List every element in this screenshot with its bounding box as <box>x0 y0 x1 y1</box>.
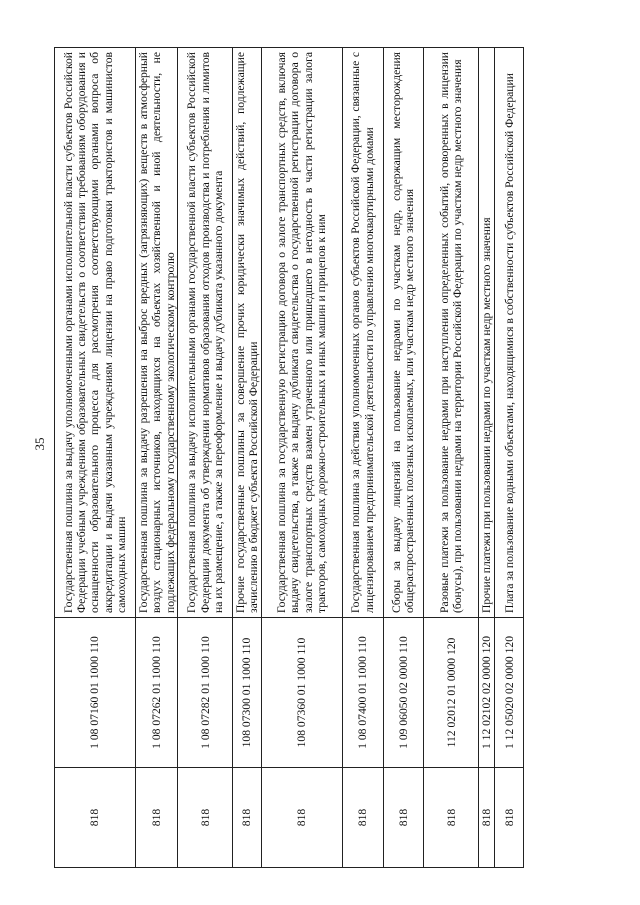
admin-code-cell: 818 <box>424 768 479 868</box>
description-cell: Государственная пошлина за выдачу уполномоченными органами исполнительной власти субъектов Российской Федерации учебным учреждениям образовательных свидетельств о соответствии требованиям оборудования и оснащенности образовательного процесса для рассмотрения соответствующими органами вопроса об аккредитации и выдачи указанным учреждениям лицензии на право подготовки трактористов и машинистов самоходных машин <box>55 48 136 618</box>
classification-code-cell: 1 08 07262 01 1000 110 <box>136 618 178 768</box>
classification-code-cell: 112 02012 01 0000 120 <box>424 618 479 768</box>
table-row <box>495 48 524 868</box>
classification-code-cell: 1 08 07160 01 1000 110 <box>55 618 136 768</box>
page-number: 35 <box>32 437 47 451</box>
admin-code-cell: 818 <box>383 768 424 868</box>
classification-code-cell: 1 12 05020 02 0000 120 <box>495 618 524 768</box>
description-cell: Государственная пошлина за государственную регистрацию договора о залоге транспортных средств, включая выдачу свидетельства, а также за выдачу дубликата свидетельства о государственной регистрации договора о залоге транспортных средств взамен утраченного или пришедшего в негодность в части регистрации залога тракторов, самоходных дорожно-строительных и иных машин и прицепов к ним <box>261 48 342 618</box>
admin-code-cell: 818 <box>479 768 495 868</box>
description-cell: Государственная пошлина за выдачу исполнительными органами государственной власти субъектов Российской Федерации документа об утверждении нормативов образования отходов производства и потребления и лимитов на их размещение, а также за переоформление и выдачу дубликата указанного документа <box>178 48 233 618</box>
description-cell: Сборы за выдачу лицензий на пользование недрами по участкам недр, содержащим месторождения общераспространенных полезных ископаемых, или участкам недр местного значения <box>383 48 424 618</box>
classification-code-cell: 108 07360 01 1000 110 <box>261 618 342 768</box>
budget-revenue-table <box>54 47 524 868</box>
classification-code-cell: 1 08 07282 01 1000 110 <box>178 618 233 768</box>
table-row <box>261 48 342 868</box>
table-row <box>479 48 495 868</box>
table-row <box>55 48 136 868</box>
table-row <box>136 48 178 868</box>
table-row <box>233 48 261 868</box>
admin-code-cell: 818 <box>261 768 342 868</box>
rotated-page-content <box>54 48 524 868</box>
table-row <box>424 48 479 868</box>
description-cell: Государственная пошлина за выдачу разрешения на выброс вредных (загрязняющих) веществ в атмосферный воздух стационарных источников, находящихся на объектах хозяйственной и иной деятельности, не подлежащих федеральному государственному экологическому контролю <box>136 48 178 618</box>
table-row <box>383 48 424 868</box>
description-cell: Прочие платежи при пользовании недрами по участкам недр местного значения <box>479 48 495 618</box>
admin-code-cell: 818 <box>55 768 136 868</box>
classification-code-cell: 1 12 02102 02 0000 120 <box>479 618 495 768</box>
classification-code-cell: 1 08 07400 01 1000 110 <box>343 618 384 768</box>
classification-code-cell: 1 09 06050 02 0000 110 <box>383 618 424 768</box>
description-cell: Государственная пошлина за действия уполномоченных органов субъектов Российской Федерации, связанные с лицензированием предпринимательской деятельности по управлению многоквартирными домами <box>343 48 384 618</box>
admin-code-cell: 818 <box>136 768 178 868</box>
classification-code-cell: 108 07300 01 1000 110 <box>233 618 261 768</box>
admin-code-cell: 818 <box>233 768 261 868</box>
description-cell: Плата за пользование водными объектами, находящимися в собственности субъектов Российской Федерации <box>495 48 524 618</box>
table-row <box>343 48 384 868</box>
admin-code-cell: 818 <box>343 768 384 868</box>
admin-code-cell: 818 <box>178 768 233 868</box>
table-row <box>178 48 233 868</box>
admin-code-cell: 818 <box>495 768 524 868</box>
description-cell: Разовые платежи за пользование недрами при наступлении определенных событий, оговоренных в лицензии (бонусы), при пользовании недрами на территории Российской Федерации по участкам недр местного значения <box>424 48 479 618</box>
description-cell: Прочие государственные пошлины за совершение прочих юридически значимых действий, подлежащие зачислению в бюджет субъекта Российской Федерации <box>233 48 261 618</box>
